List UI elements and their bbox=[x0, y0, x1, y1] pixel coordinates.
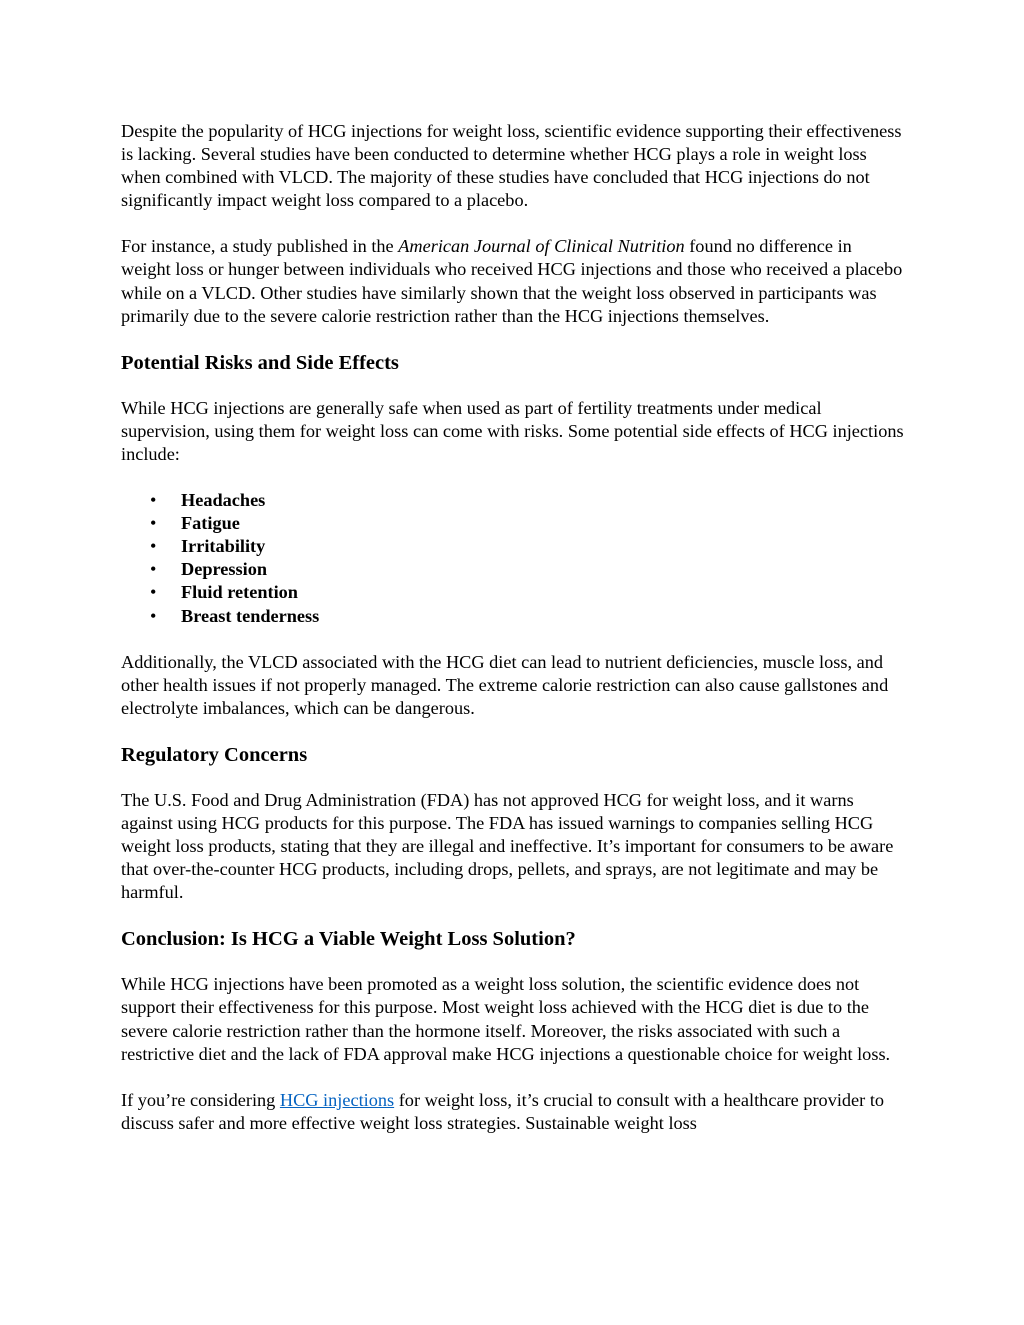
bullet-icon: • bbox=[150, 513, 157, 534]
list-item bbox=[121, 605, 906, 628]
list-item bbox=[121, 581, 906, 604]
paragraph-consult-intro: If you’re considering bbox=[121, 1089, 280, 1110]
paragraph-risks-intro: While HCG injections are generally safe when used as part of fertility treatments under medical supervision, using them for weight loss can come with risks. Some potential side effects of HCG injections include: bbox=[121, 397, 904, 464]
list-item bbox=[121, 512, 906, 535]
list-item bbox=[121, 489, 906, 512]
list-item-label: Breast tenderness bbox=[181, 605, 320, 626]
heading-risks: Potential Risks and Side Effects bbox=[121, 351, 399, 374]
paragraph-study-rest: found no difference in weight loss or hunger between individuals who received HCG injections and those who received a placebo while on a VLCD. Other studies have similarly shown that the weight loss observed in participants was primarily due to the severe calorie restriction rather than the HCG injections themselves. bbox=[121, 236, 903, 326]
paragraph-consult-rest: for weight loss, it’s crucial to consult with a healthcare provider to discuss safer and more effective weight loss strategies. Sustainable weight loss bbox=[121, 1089, 885, 1133]
paragraph-evidence: Despite the popularity of HCG injections for weight loss, scientific evidence supporting their effectiveness is lacking. Several studies have been conducted to determine whether HCG plays a role in weight loss when combined with VLCD. The majority of these studies have concluded that HCG injections do not significantly impact weight loss compared to a placebo. bbox=[121, 121, 902, 211]
list-item-label: Headaches bbox=[181, 490, 266, 511]
paragraph-study-intro: For instance, a study published in the bbox=[121, 236, 399, 257]
heading-regulatory: Regulatory Concerns bbox=[121, 743, 308, 766]
list-item-label: Fatigue bbox=[181, 513, 240, 534]
paragraph-fda: The U.S. Food and Drug Administration (FDA) has not approved HCG for weight loss, and it warns against using HCG products for this purpose. The FDA has issued warnings to companies selling HCG weight loss products, stating that they are illegal and ineffective. It’s important for consumers to be aware that over-the-counter HCG products, including drops, pellets, and sprays, are not legitimate and may be harmful. bbox=[121, 789, 894, 903]
bullet-icon: • bbox=[150, 559, 157, 580]
bullet-icon: • bbox=[150, 536, 157, 557]
bullet-icon: • bbox=[150, 605, 157, 626]
paragraph-study bbox=[121, 235, 906, 327]
list-item-label: Irritability bbox=[181, 536, 266, 557]
document-page bbox=[121, 120, 906, 1158]
list-item-label: Fluid retention bbox=[181, 582, 298, 603]
bullet-icon: • bbox=[150, 582, 157, 603]
paragraph-consult bbox=[121, 1089, 906, 1135]
heading-conclusion: Conclusion: Is HCG a Viable Weight Loss Solution? bbox=[121, 928, 576, 951]
list-item-label: Depression bbox=[181, 559, 267, 580]
paragraph-conclusion: While HCG injections have been promoted as a weight loss solution, the scientific evidence does not support their effectiveness for this purpose. Most weight loss achieved with the HCG diet is due to the severe calorie restriction rather than the hormone itself. Moreover, the risks associated with such a restrictive diet and the lack of FDA approval make HCG injections a questionable choice for weight loss. bbox=[121, 974, 891, 1064]
list-item bbox=[121, 558, 906, 581]
bullet-icon: • bbox=[150, 490, 157, 511]
hcg-injections-link[interactable]: HCG injections bbox=[279, 1089, 395, 1110]
paragraph-vlcd-risks: Additionally, the VLCD associated with the HCG diet can lead to nutrient deficiencies, muscle loss, and other health issues if not properly managed. The extreme calorie restriction can also cause gallstones and electrolyte imbalances, which can be dangerous. bbox=[121, 651, 889, 718]
side-effects-list bbox=[121, 489, 906, 628]
journal-title: American Journal of Clinical Nutrition bbox=[398, 236, 685, 257]
list-item bbox=[121, 535, 906, 558]
